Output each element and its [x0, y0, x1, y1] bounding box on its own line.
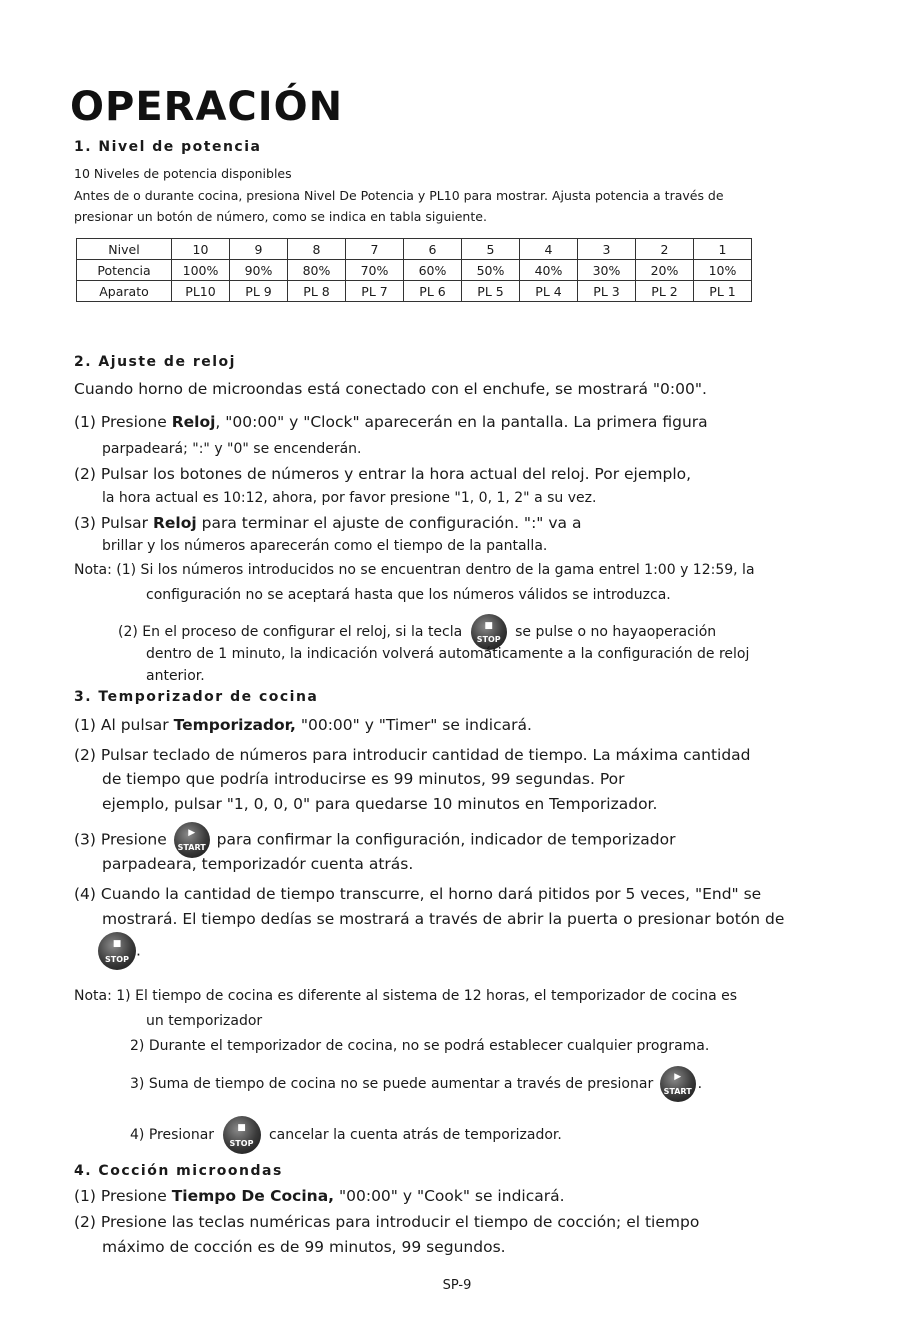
s2-step-2-cont: la hora actual es 10:12, ahora, por favor presione "1, 0, 1, 2" a su vez.: [102, 490, 597, 506]
s1-line-3: presionar un botón de número, como se indica en tabla siguiente.: [74, 209, 487, 224]
s2-note-1: Nota: (1) Si los números introducidos no se encuentran dentro de la gama entrel 1:00 y 12:59, la: [74, 562, 755, 578]
s2-step-3-cont: brillar y los números aparecerán como el tiempo de la pantalla.: [102, 538, 548, 554]
table-cell: PL10: [172, 281, 230, 302]
table-cell: 2: [636, 239, 694, 260]
table-cell: PL 1: [694, 281, 752, 302]
s4-step-2: (2) Presione las teclas numéricas para introducir el tiempo de cocción; el tiempo: [74, 1213, 700, 1231]
clock-key-name: Reloj: [152, 514, 197, 532]
s3-note-4: 4) Presionar ■ STOP cancelar la cuenta atrás de temporizador.: [130, 1116, 562, 1154]
s3-step-4-cont: mostrará. El tiempo dedías se mostrará a través de abrir la puerta o presionar botón de: [102, 910, 785, 928]
s3-note-1: Nota: 1) El tiempo de cocina es diferente al sistema de 12 horas, el temporizador de cocina es: [74, 988, 738, 1004]
table-cell: 70%: [346, 260, 404, 281]
table-cell: 100%: [172, 260, 230, 281]
table-cell: 7: [346, 239, 404, 260]
table-cell: 20%: [636, 260, 694, 281]
s3-step-4: (4) Cuando la cantidad de tiempo transcurre, el horno dará pitidos por 5 veces, "End" se: [74, 885, 762, 903]
s2-note-2-cont: dentro de 1 minuto, la indicación volverá automáticamente a la configuración de reloj: [146, 646, 750, 662]
s3-step-3: (3) Presione ▶ START para confirmar la configuración, indicador de temporizador: [74, 822, 675, 858]
table-cell: 30%: [578, 260, 636, 281]
page-number: SP-9: [442, 1278, 472, 1293]
table-cell: 10%: [694, 260, 752, 281]
table-cell: 5: [462, 239, 520, 260]
table-cell: PL 8: [288, 281, 346, 302]
clock-key-name: Reloj: [171, 413, 216, 431]
table-cell: 90%: [230, 260, 288, 281]
cook-time-key-name: Tiempo De Cocina,: [171, 1187, 335, 1205]
s2-step-1-cont: parpadeará; ":" y "0" se encenderán.: [102, 441, 362, 457]
start-button-icon: ▶ START: [174, 822, 210, 858]
table-cell: PL 5: [462, 281, 520, 302]
table-row-potencia: [77, 260, 752, 281]
stop-button-icon: ■ STOP: [471, 614, 507, 650]
s3-step-1: (1) Al pulsar Temporizador, "00:00" y "Timer" se indicará.: [74, 716, 532, 734]
table-row-aparato: [77, 281, 752, 302]
s2-step-2: (2) Pulsar los botones de números y entrar la hora actual del reloj. Por ejemplo,: [74, 465, 692, 483]
timer-key-name: Temporizador,: [173, 716, 296, 734]
table-row-nivel: [77, 239, 752, 260]
table-cell: 80%: [288, 260, 346, 281]
table-cell: 50%: [462, 260, 520, 281]
s3-note-3: 3) Suma de tiempo de cocina no se puede aumentar a través de presionar ▶ START .: [130, 1066, 702, 1102]
section-heading-timer: 3. Temporizador de cocina: [74, 689, 319, 705]
s2-step-3: (3) Pulsar Reloj para terminar el ajuste de configuración. ":" va a: [74, 514, 582, 532]
table-cell: 60%: [404, 260, 462, 281]
s3-note-2: 2) Durante el temporizador de cocina, no se podrá establecer cualquier programa.: [130, 1038, 710, 1054]
page-title: OPERACIÓN: [70, 84, 344, 130]
s4-step-1: (1) Presione Tiempo De Cocina, "00:00" y "Cook" se indicará.: [74, 1187, 565, 1205]
s2-intro: Cuando horno de microondas está conectado con el enchufe, se mostrará "0:00".: [74, 380, 707, 398]
s1-line-2: Antes de o durante cocina, presiona Nivel De Potencia y PL10 para mostrar. Ajusta potencia a través de: [74, 188, 724, 203]
table-cell: PL 7: [346, 281, 404, 302]
table-cell: 9: [230, 239, 288, 260]
s2-note-2: (2) En el proceso de configurar el reloj, si la tecla ■ STOP se pulse o no hayaoperación: [118, 614, 716, 650]
s3-step-2-cont: de tiempo que podría introducirse es 99 minutos, 99 segundas. Por: [102, 770, 625, 788]
start-button-icon: ▶ START: [660, 1066, 696, 1102]
s1-line-1: 10 Niveles de potencia disponibles: [74, 166, 292, 181]
table-cell: PL 2: [636, 281, 694, 302]
table-cell: 3: [578, 239, 636, 260]
stop-button-icon: ■ STOP: [98, 932, 136, 970]
table-cell: PL 4: [520, 281, 578, 302]
s3-step-2: (2) Pulsar teclado de números para introducir cantidad de tiempo. La máxima cantidad: [74, 746, 751, 764]
table-cell: PL 6: [404, 281, 462, 302]
s3-step-2-cont-2: ejemplo, pulsar "1, 0, 0, 0" para quedarse 10 minutos en Temporizador.: [102, 795, 658, 813]
row-label: Aparato: [77, 281, 172, 302]
table-cell: PL 3: [578, 281, 636, 302]
s3-step-4-stop: ■ STOP .: [98, 932, 141, 970]
table-cell: PL 9: [230, 281, 288, 302]
row-label: Nivel: [77, 239, 172, 260]
section-heading-clock: 2. Ajuste de reloj: [74, 354, 236, 370]
s2-note-1-cont: configuración no se aceptará hasta que los números válidos se introduzca.: [146, 587, 671, 603]
table-cell: 1: [694, 239, 752, 260]
table-cell: 8: [288, 239, 346, 260]
table-cell: 40%: [520, 260, 578, 281]
row-label: Potencia: [77, 260, 172, 281]
section-heading-power-level: 1. Nivel de potencia: [74, 139, 262, 155]
section-heading-microwave-cooking: 4. Cocción microondas: [74, 1163, 283, 1179]
power-level-table: [76, 238, 752, 302]
s3-step-3-cont: parpadeara, temporizadór cuenta atrás.: [102, 855, 414, 873]
s3-note-1-cont: un temporizador: [146, 1013, 263, 1029]
table-cell: 4: [520, 239, 578, 260]
s2-note-2-cont-2: anterior.: [146, 668, 205, 684]
table-cell: 10: [172, 239, 230, 260]
table-cell: 6: [404, 239, 462, 260]
s2-step-1: (1) Presione Reloj, "00:00" y "Clock" aparecerán en la pantalla. La primera figura: [74, 413, 708, 431]
stop-button-icon: ■ STOP: [223, 1116, 261, 1154]
s4-step-2-cont: máximo de cocción es de 99 minutos, 99 segundos.: [102, 1238, 506, 1256]
